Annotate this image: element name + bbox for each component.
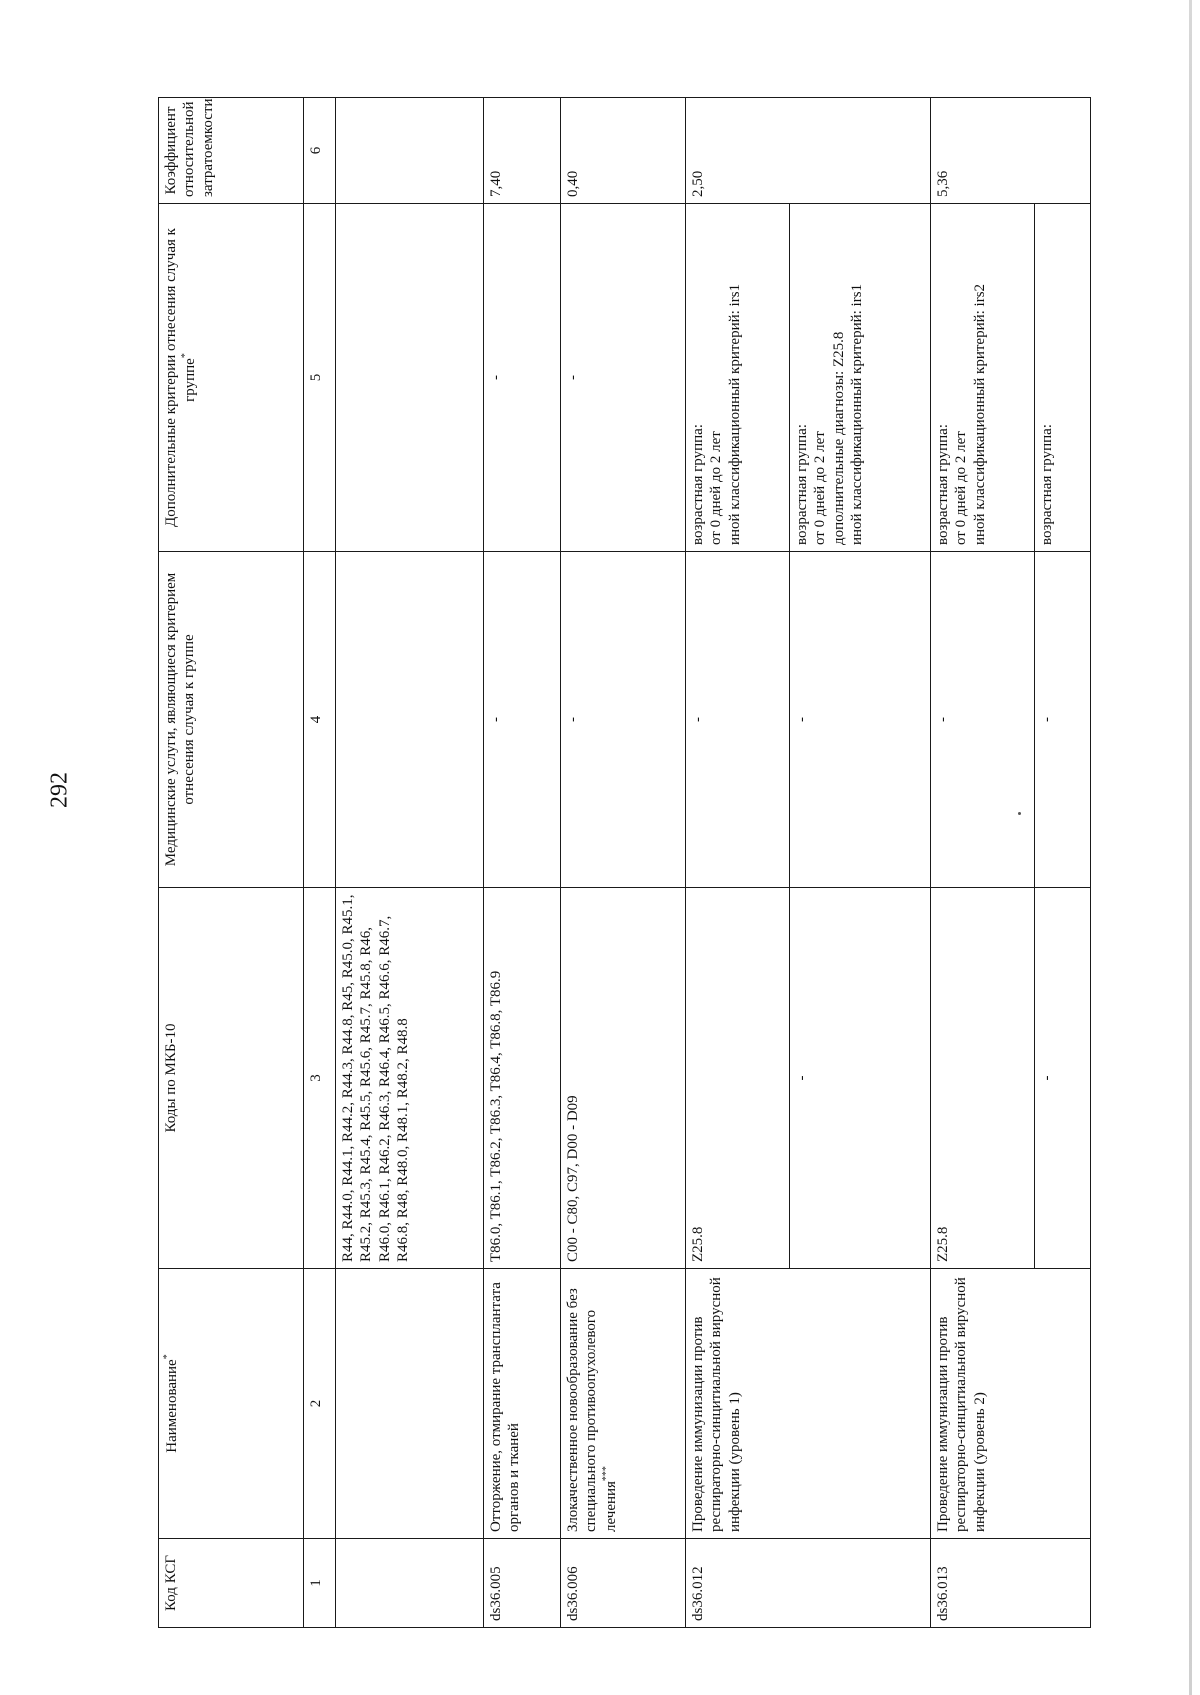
column-number: 4 (304, 552, 336, 888)
coefficient-cell: 0,40 (561, 98, 686, 204)
table-row (931, 98, 1035, 1628)
criteria-line: иной классификационный критерий: irs1 (726, 283, 743, 545)
ksg-code-cell: ds36.013 (931, 1539, 1091, 1628)
coefficient-cell: 7,40 (484, 98, 561, 204)
ksg-name-cell: Отторжение, отмирание трансплантата органов и тканей (484, 1269, 561, 1539)
ksg-code-cell (336, 1539, 484, 1628)
criteria-line: возрастная группа: (690, 424, 706, 545)
rotated-table-wrapper (158, 98, 1090, 1628)
header-row (159, 98, 304, 1628)
ksg-name-cell: Злокачественное новообразование без специального противоопухолевого лечения*** (561, 1269, 686, 1539)
criteria-line: иной классификационный критерий: irs2 (971, 283, 988, 545)
criteria-line: возрастная группа: (794, 424, 810, 545)
mkb-codes-cell: R44, R44.0, R44.1, R44.2, R44.3, R44.8, R45, R45.0, R45.1, R45.2, R45.3, R45.4, R45.5, R45.6, R45.7, R45.8, R46, R46.0, R46.1, R46.2, R46.3, R46.4, R46.5, R46.6, R46.7, R46.8, R48, R48.0, R48.1, R48.2, R48.8 (336, 888, 484, 1269)
header-services: Медицинские услуги, являющиеся критерием отнесения случая к группе (159, 552, 304, 888)
table-row (686, 98, 790, 1628)
column-number: 2 (304, 1269, 336, 1539)
services-cell: - (561, 552, 686, 888)
header-criteria: Дополнительные критерии отнесения случая к группе* (159, 204, 304, 552)
services-cell: - (931, 552, 1035, 888)
ksg-code-cell: ds36.005 (484, 1539, 561, 1628)
column-number-row (304, 98, 336, 1628)
ksg-table (158, 97, 1091, 1628)
services-cell: - (790, 552, 931, 888)
scan-edge (1189, 0, 1192, 1695)
mkb-codes-cell: Z25.8 (931, 888, 1035, 1269)
services-cell (336, 552, 484, 888)
ksg-code-cell: ds36.012 (686, 1539, 931, 1628)
services-cell: - (686, 552, 790, 888)
ksg-name-cell: Проведение иммунизации против респираторно-синцитиальной вирусной инфекции (уровень 1) (686, 1269, 931, 1539)
criteria-cell: - (484, 204, 561, 552)
criteria-cell (686, 204, 790, 552)
criteria-cell (1035, 204, 1091, 552)
services-cell: - (484, 552, 561, 888)
table-row (561, 98, 686, 1628)
column-number: 6 (304, 98, 336, 204)
ksg-name-cell: Проведение иммунизации против респираторно-синцитиальной вирусной инфекции (уровень 2) (931, 1269, 1091, 1539)
coefficient-cell: 2,50 (686, 98, 931, 204)
coefficient-cell: 5,36 (931, 98, 1091, 204)
criteria-line: от 0 дней до 2 лет (953, 431, 970, 545)
header-code: Код КСГ (159, 1539, 304, 1628)
criteria-line: иной классификационный критерий: irs1 (848, 283, 865, 545)
criteria-cell (790, 204, 931, 552)
criteria-line: дополнительные диагнозы: Z25.8 (830, 331, 847, 545)
column-number: 5 (304, 204, 336, 552)
mkb-codes-cell: - (1035, 888, 1091, 1269)
header-coefficient: Коэффициент относительной затратоемкости (159, 98, 304, 204)
column-number: 1 (304, 1539, 336, 1628)
criteria-cell (336, 204, 484, 552)
mkb-codes-cell: - (790, 888, 931, 1269)
table-row (484, 98, 561, 1628)
header-name: Наименование* (159, 1269, 304, 1539)
ksg-code-cell: ds36.006 (561, 1539, 686, 1628)
mkb-codes-cell: C00 - C80, C97, D00 - D09 (561, 888, 686, 1269)
coefficient-cell (336, 98, 484, 204)
services-cell: - (1035, 552, 1091, 888)
criteria-line: возрастная группа: (1039, 424, 1055, 545)
ksg-name-cell (336, 1269, 484, 1539)
header-mkb: Коды по МКБ-10 (159, 888, 304, 1269)
mkb-codes-cell: Z25.8 (686, 888, 790, 1269)
criteria-cell: - (561, 204, 686, 552)
criteria-line: возрастная группа: (935, 424, 951, 545)
criteria-line: от 0 дней до 2 лет (812, 431, 829, 545)
mkb-codes-cell: T86.0, T86.1, T86.2, T86.3, T86.4, T86.8, T86.9 (484, 888, 561, 1269)
criteria-line: от 0 дней до 2 лет (708, 431, 725, 545)
criteria-cell (931, 204, 1035, 552)
page-number: 292 (46, 772, 73, 808)
column-number: 3 (304, 888, 336, 1269)
table-row (336, 98, 484, 1628)
